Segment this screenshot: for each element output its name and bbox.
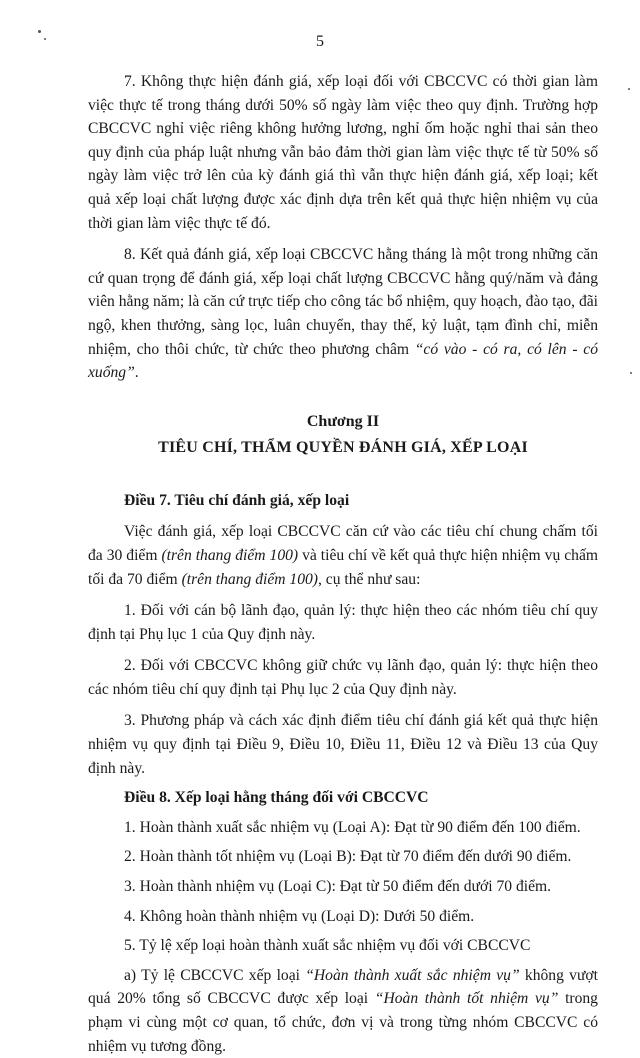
article-8-item-2: 2. Hoàn thành tốt nhiệm vụ (Loại B): Đạt từ 70 điểm đến dưới 90 điểm. (124, 848, 572, 866)
article-7-item-1: 1. Đối với cán bộ lãnh đạo, quản lý: thực hiện theo các nhóm tiêu chí quy định tại Phụ lục 1 của Quy định này. (88, 602, 598, 643)
paragraph-8 (88, 243, 598, 385)
item-5a-text-2: không vượt quá 20% tổng số CBCCVC được xếp loại (88, 966, 598, 1008)
chapter-number: Chương II (306, 412, 380, 430)
article-7-intro-scale-1: (trên thang điểm 100) (161, 546, 299, 564)
paragraph-8-text: 8. Kết quả đánh giá, xếp loại CBCCVC hằng tháng là một trong những căn cứ quan trọng để đánh giá, xếp loại chất lượng CBCCVC hằng quý/năm và đảng viên hằng năm; là căn cứ trực tiếp cho công tác bổ nhiệm, quy hoạch, đào tạo, đãi ngộ, khen thưởng, sàng lọc, luân chuyển, thay thế, kỷ luật, tạm đình chỉ, miễn nhiệm, cho thôi chức, từ chức theo phương châm (88, 246, 598, 358)
article-8-item-3: 3. Hoàn thành nhiệm vụ (Loại C): Đạt từ 50 điểm đến dưới 70 điểm. (124, 878, 552, 896)
item-5a-quote-1: “Hoàn thành xuất sắc nhiệm vụ” (305, 966, 520, 984)
paragraph-8-quote: “có vào - có ra, có lên - có xuống” (88, 340, 598, 382)
article-8-item-5a (88, 964, 598, 1058)
article-7-intro-text-3: , cụ thể như sau: (318, 570, 421, 588)
article-8-heading: Điều 8. Xếp loại hằng tháng đối với CBCCVC (124, 789, 429, 807)
article-7-intro-scale-2: (trên thang điểm 100) (181, 570, 318, 588)
paragraph-8-end: . (134, 364, 139, 382)
scan-speck (630, 372, 632, 374)
article-7-intro-text: Việc đánh giá, xếp loại CBCCVC căn cứ vào các tiêu chí chung chấm tối đa 30 điểm (88, 523, 598, 564)
item-5a-quote-2: “Hoàn thành tốt nhiệm vụ” (374, 990, 559, 1008)
article-8-item-5: 5. Tỷ lệ xếp loại hoàn thành xuất sắc nhiệm vụ đối với CBCCVC (124, 937, 531, 955)
article-8-item-1: 1. Hoàn thành xuất sắc nhiệm vụ (Loại A): Đạt từ 90 điểm đến 100 điểm. (124, 818, 581, 836)
page-number: 5 (316, 33, 324, 50)
article-7-intro-text-2: và tiêu chí về kết quả thực hiện nhiệm vụ chấm tối đa 70 điểm (88, 546, 598, 588)
article-8-item-4: 4. Không hoàn thành nhiệm vụ (Loại D): Dưới 50 điểm. (124, 907, 475, 925)
scan-speck (628, 88, 630, 90)
article-7-heading: Điều 7. Tiêu chí đánh giá, xếp loại (124, 491, 350, 509)
chapter-heading (88, 409, 598, 461)
article-7-item-3: 3. Phương pháp và cách xác định điểm tiêu chí đánh giá kết quả thực hiện nhiệm vụ quy định tại Điều 9, Điều 10, Điều 11, Điều 12 và Điều 13 của Quy định này. (88, 712, 598, 777)
chapter-title: TIÊU CHÍ, THẨM QUYỀN ĐÁNH GIÁ, XẾP LOẠI (158, 438, 528, 456)
item-5a-text: a) Tỷ lệ CBCCVC xếp loại (124, 966, 306, 984)
article-7-intro (88, 520, 598, 591)
paragraph-7: 7. Không thực hiện đánh giá, xếp loại đối với CBCCVC có thời gian làm việc thực tế trong tháng dưới 50% số ngày làm việc theo quy định. Trường hợp CBCCVC nghỉ việc riêng không hưởng lương, nghỉ ốm hoặc nghỉ thai sản theo quy định của pháp luật nhưng vẫn bảo đảm thời gian làm việc thực tế từ 50% số ngày làm việc trở lên của kỳ đánh giá thì vẫn thực hiện đánh giá, xếp loại; kết quả xếp loại chất lượng được xác định dựa trên kết quả thực hiện nhiệm vụ của thời gian làm việc thực tế đó. (88, 73, 598, 232)
article-7-item-2: 2. Đối với CBCCVC không giữ chức vụ lãnh đạo, quản lý: thực hiện theo các nhóm tiêu chí quy định tại Phụ lục 2 của Quy định này. (88, 657, 598, 698)
item-5a-text-3: trong phạm vi cùng một cơ quan, tổ chức, đơn vị và trong từng nhóm CBCCVC có nhiệm vụ tương đồng. (88, 990, 598, 1055)
